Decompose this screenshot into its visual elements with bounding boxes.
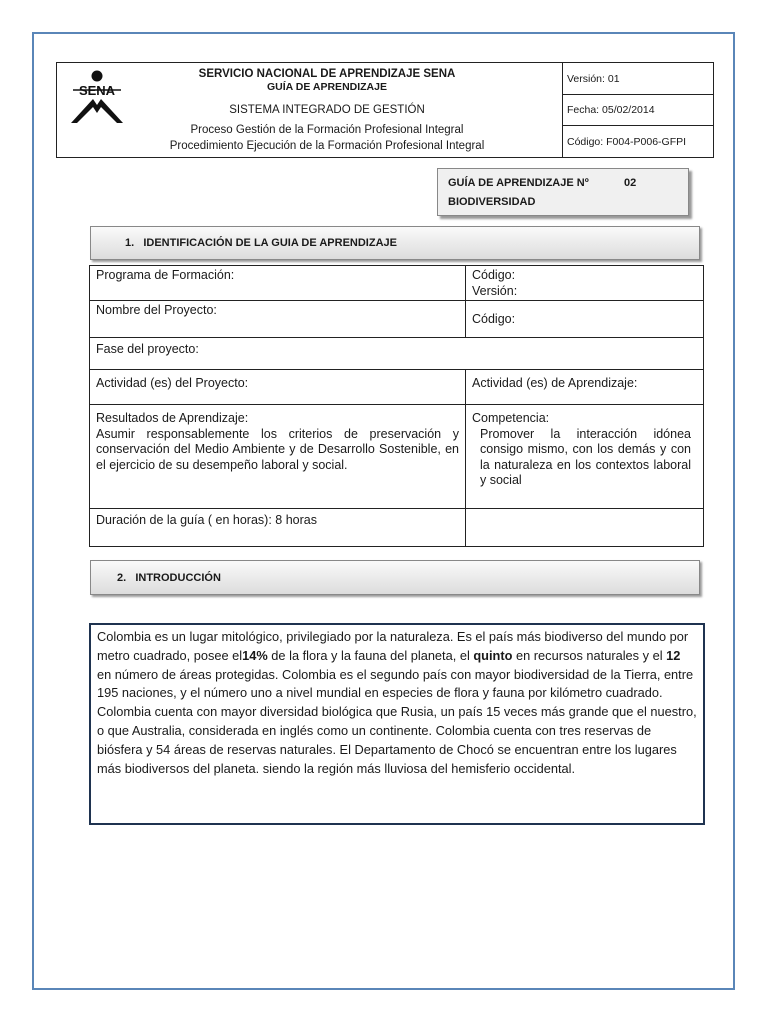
fase-cell: Fase del proyecto:: [96, 342, 199, 356]
guide-label: GUÍA DE APRENDIZAJE Nº: [448, 177, 589, 189]
proyecto-cell: Nombre del Proyecto:: [90, 301, 466, 337]
resultados-text: Asumir responsablemente los criterios de preservación y conservación del Medio Ambiente y de Desarrollo Sostenible, en el ejercicio de su desempeño laboral y social.: [96, 426, 459, 472]
header-title-block: [57, 63, 563, 157]
table-row: [90, 405, 703, 509]
codigo-version-cell: [466, 266, 703, 300]
codigo-cell: Código:: [472, 312, 516, 326]
resultados-cell: [90, 405, 466, 508]
intro-bold-quinto: quinto: [473, 647, 513, 663]
actividad-aprendizaje-cell: Actividad (es) de Aprendizaje:: [472, 376, 638, 390]
intro-text-3: en recursos naturales y el: [512, 647, 667, 663]
header-date: Fecha: 05/02/2014: [563, 95, 713, 126]
header-code: Código: F004-P006-GFPI: [567, 135, 687, 148]
introduction-box: [89, 623, 705, 825]
codigo-label: Código:: [472, 268, 516, 282]
header-version: Versión: 01: [563, 63, 713, 95]
guide-topic: BIODIVERSIDAD: [448, 196, 536, 208]
table-row: [90, 266, 703, 301]
table-row: [90, 338, 703, 370]
intro-bold-12: 12: [666, 647, 681, 663]
header-line-4: Proceso Gestión de la Formación Profesional Integral: [190, 124, 464, 136]
section-1-title: 1. IDENTIFICACIÓN DE LA GUIA DE APRENDIZAJE: [125, 237, 397, 249]
version-label: Versión:: [472, 283, 518, 298]
intro-text-2: de la flora y la fauna del planeta, el: [267, 647, 474, 663]
intro-text-1: Colombia es un lugar mitológico, privilegiado por la naturaleza. Es el país más biodiverso del mundo por metro cuadrado, posee el: [97, 629, 689, 663]
header-line-1: SERVICIO NACIONAL DE APRENDIZAJE SENA: [198, 68, 456, 80]
logo-text: SENA: [78, 83, 116, 98]
empty-cell: [466, 509, 703, 546]
section-2-heading: [90, 560, 700, 595]
resultados-label: Resultados de Aprendizaje:: [96, 411, 249, 425]
intro-paragraph: [97, 628, 697, 778]
duracion-cell: Duración de la guía ( en horas): 8 horas: [90, 509, 466, 546]
header-line-5: Procedimiento Ejecución de la Formación Profesional Integral: [169, 140, 485, 152]
intro-bold-percent: 14%: [242, 647, 268, 663]
identification-table: [89, 265, 704, 547]
actividad-proyecto-cell: Actividad (es) del Proyecto:: [90, 370, 466, 404]
guide-number: 02: [624, 177, 637, 189]
competencia-cell: [466, 405, 703, 508]
competencia-text: Promover la interacción idónea consigo mismo, con los demás y con la naturaleza en los contextos laboral y social: [480, 426, 691, 487]
table-row: [90, 370, 703, 405]
section-2-title: 2. INTRODUCCIÓN: [117, 571, 221, 584]
section-1-heading: [90, 226, 700, 260]
programa-cell: Programa de Formación:: [90, 266, 466, 300]
intro-text-4: en número de áreas protegidas. Colombia es el segundo país con mayor biodiversidad de la Tierra, entre 195 naciones, y el número uno a nivel mundial en especies de flora y fauna por kilómetro cuadrado. Colombia cuenta con mayor diversidad biológica que Rusia, un país 15 veces más grande que el nuestro, o que Australia, considerada en inglés como un continente. Colombia cuenta con tres reservas de biósfera y 54 áreas de reservas naturales. El Departamento de Chocó se encuentran entre los lugares más biodiversos del planeta. siendo la región más lluviosa del hemisferio occidental.: [97, 666, 697, 776]
header-line-3: SISTEMA INTEGRADO DE GESTIÓN: [229, 104, 425, 116]
header-line-2: GUÍA DE APRENDIZAJE: [267, 81, 387, 93]
table-row: [90, 509, 703, 546]
table-row: [90, 301, 703, 338]
document-header: [56, 62, 714, 158]
competencia-label: Competencia:: [472, 411, 550, 425]
guide-number-box: [437, 168, 689, 216]
